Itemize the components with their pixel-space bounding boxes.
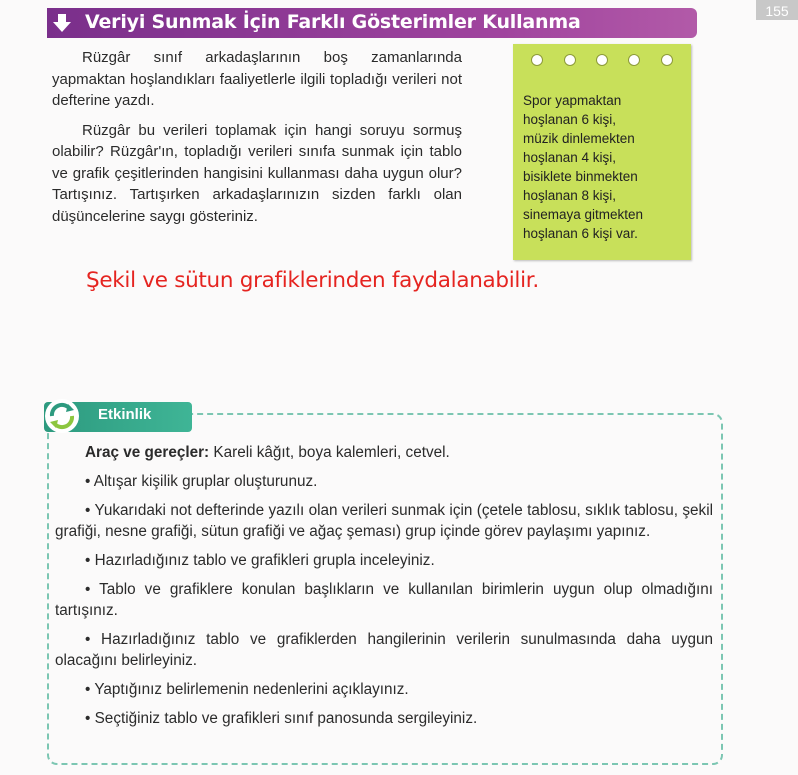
intro-paragraph-2: Rüzgâr bu verileri toplamak için hangi soruyu sormuş olabilir? Rüzgâr'ın, topladığı verileri sınıfa sunmak için tablo ve grafik çeşitlerinden hangisini kullanması daha uygun olur? Tartışınız. Tartışırken arkadaşlarınızın sizden farklı olan düşüncelerine saygı gösteriniz. [52,121,462,225]
notebook-hole [628,54,640,66]
down-arrow-icon [51,12,73,34]
note-line: hoşlanan 4 kişi, [523,150,617,165]
activity-item: • Hazırladığınız tablo ve grafiklerden hangilerinin verilerin sunulmasında daha uygun olacağını belirleyiniz. [55,631,713,669]
page-number: 155 [756,0,798,20]
note-line: Spor yapmaktan [523,93,622,108]
activity-item: • Hazırladığınız tablo ve grafikleri grupla inceleyiniz. [85,552,435,569]
notebook-holes [513,54,691,68]
section-title: Veriyi Sunmak İçin Farklı Gösterimler Kullanma [85,11,581,33]
notebook-hole [661,54,673,66]
activity-item: • Yukarıdaki not defterinde yazılı olan verileri sunmak için (çetele tablosu, sıklık tablosu, şekil grafiği, nesne grafiği, sütun grafiği ve ağaç şeması) grup içinde görev paylaşımı yapınız. [55,502,713,540]
tools-label: Araç ve gereçler: [85,444,210,461]
section-header [47,8,697,38]
note-line: hoşlanan 8 kişi, [523,188,617,203]
note-line: müzik dinlemekten [523,131,635,146]
tools-line [85,442,713,463]
note-line: hoşlanan 6 kişi var. [523,226,638,241]
activity-item: • Yaptığınız belirlemenin nedenlerini açıklayınız. [85,681,409,698]
activity-item: • Altışar kişilik gruplar oluşturunuz. [85,473,318,490]
activity-item: • Tablo ve grafiklere konulan başlıkların ve kullanılan birimlerin uygun olup olmadığını tartışınız. [55,581,713,619]
intro-paragraph-1: Rüzgâr sınıf arkadaşlarının boş zamanlarında yapmaktan hoşlandıkları faaliyetlerle ilgili topladığı verileri not defterine yazdı. [52,49,462,109]
note-line: bisiklete binmekten [523,169,638,184]
handwritten-answer: Şekil ve sütun grafiklerinden faydalanabilir. [86,268,539,293]
activity-item: • Seçtiğiniz tablo ve grafikleri sınıf panosunda sergileyiniz. [85,710,478,727]
notebook-text [523,91,683,243]
notebook-note [513,44,691,260]
activity-cycle-icon [44,398,80,434]
notebook-hole [531,54,543,66]
activity-label: Etkinlik [98,406,152,423]
intro-text [52,47,462,235]
note-line: hoşlanan 6 kişi, [523,112,617,127]
notebook-hole [596,54,608,66]
notebook-hole [564,54,576,66]
tools-value: Kareli kâğıt, boya kalemleri, cetvel. [209,444,450,461]
activity-content [55,442,713,737]
note-line: sinemaya gitmekten [523,207,644,222]
